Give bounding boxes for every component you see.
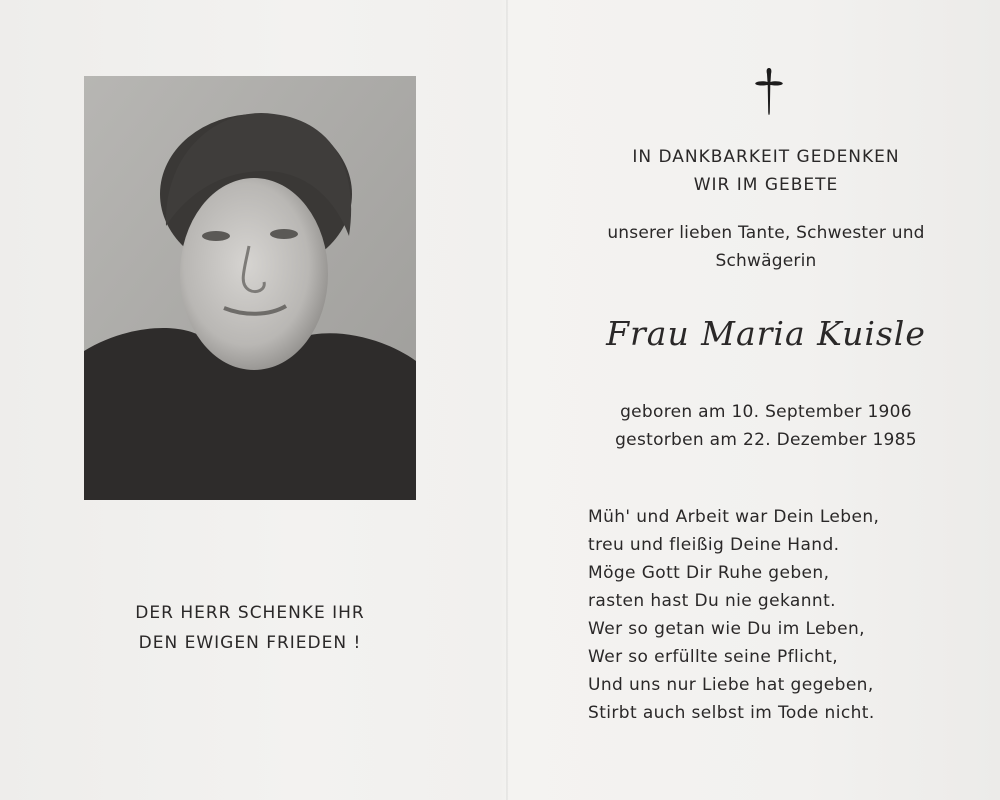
- fold-line: [506, 0, 508, 800]
- poem-line: Möge Gott Dir Ruhe geben,: [588, 563, 830, 583]
- death-date: gestorben am 22. Dezember 1985: [615, 430, 917, 450]
- relation-text: [556, 219, 976, 275]
- cross-icon: [754, 66, 784, 120]
- poem-line: Wer so erfüllte seine Pflicht,: [588, 647, 839, 667]
- portrait-photo: [84, 76, 416, 500]
- relation-line-1: unserer lieben Tante, Schwester und: [607, 223, 925, 243]
- poem-line: treu und fleißig Deine Hand.: [588, 535, 840, 555]
- poem-line: Wer so getan wie Du im Leben,: [588, 619, 865, 639]
- farewell-line-1: DER HERR SCHENKE IHR: [135, 603, 365, 623]
- life-dates: [556, 398, 976, 454]
- poem-line: rasten hast Du nie gekannt.: [588, 591, 836, 611]
- heading-line-1: IN DANKBARKEIT GEDENKEN: [632, 147, 900, 167]
- poem-line: Stirbt auch selbst im Tode nicht.: [588, 703, 875, 723]
- birth-date: geboren am 10. September 1906: [620, 402, 912, 422]
- deceased-name: Frau Maria Kuisle: [606, 314, 926, 353]
- poem-line: Müh' und Arbeit war Dein Leben,: [588, 507, 880, 527]
- farewell-line-2: DEN EWIGEN FRIEDEN !: [138, 633, 362, 653]
- relation-line-2: Schwägerin: [715, 251, 817, 271]
- left-farewell-text: [84, 598, 416, 658]
- memorial-poem: [588, 503, 879, 727]
- memorial-heading: [556, 143, 976, 199]
- heading-line-2: WIR IM GEBETE: [693, 175, 839, 195]
- poem-line: Und uns nur Liebe hat gegeben,: [588, 675, 874, 695]
